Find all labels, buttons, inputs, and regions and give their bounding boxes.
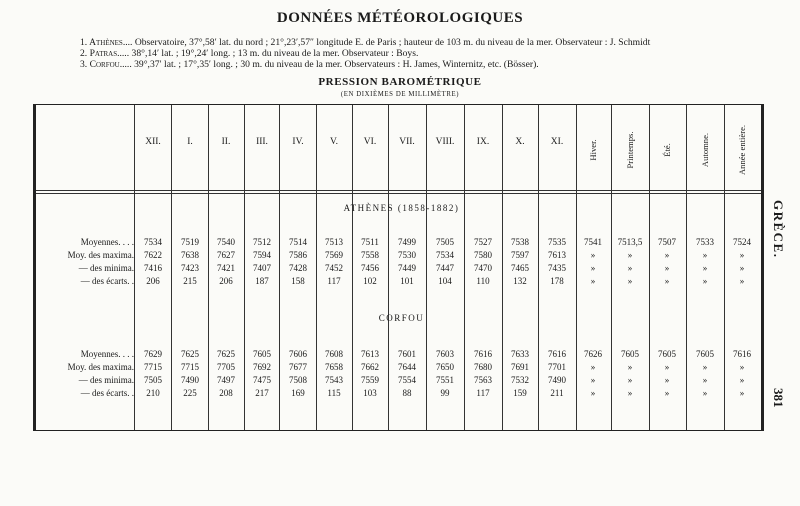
- table-cell: 7605: [253, 349, 271, 359]
- table-cell: 7540: [217, 237, 235, 247]
- table-cell: »: [627, 375, 633, 385]
- table-cell: 169: [291, 388, 305, 398]
- table-cell: 7508: [289, 375, 307, 385]
- table-cell: 7551: [436, 375, 454, 385]
- month-header: VIII.: [435, 137, 455, 147]
- station-label: 2. Patras.....: [80, 48, 130, 59]
- table-cell: 7613: [548, 250, 566, 260]
- month-header: XI.: [550, 137, 564, 147]
- table-cell: 7533: [696, 237, 714, 247]
- table-cell: 7633: [511, 349, 529, 359]
- table-cell: 88: [402, 388, 412, 398]
- table-cell: 7601: [398, 349, 416, 359]
- column-rule: [502, 105, 503, 430]
- table-cell: 101: [400, 276, 414, 286]
- table-cell: 7680: [474, 362, 492, 372]
- table-cell: 225: [183, 388, 197, 398]
- table-cell: 7629: [144, 349, 162, 359]
- station-text: 38°,14′ lat. ; 19°,24′ long. ; 13 m. du niveau de la mer. Observateur : Boys.: [131, 48, 419, 59]
- table-cell: 7644: [398, 362, 416, 372]
- table-cell: 7513: [325, 237, 343, 247]
- season-header: Été.: [662, 143, 672, 157]
- column-rule: [724, 105, 725, 430]
- table-cell: 7605: [621, 349, 639, 359]
- page-number: 381: [771, 388, 786, 408]
- season-header: Hiver.: [588, 139, 598, 161]
- row-label: — des minima.: [78, 375, 134, 385]
- table-cell: 7513,5: [617, 237, 643, 247]
- table-cell: 7626: [584, 349, 602, 359]
- table-cell: 7511: [361, 237, 379, 247]
- table-cell: 7563: [474, 375, 492, 385]
- table-cell: »: [627, 263, 633, 273]
- station-line-athenes: [80, 37, 650, 48]
- table-cell: 117: [476, 388, 490, 398]
- table-cell: 7658: [325, 362, 343, 372]
- table-cell: 7677: [289, 362, 307, 372]
- table-cell: 7705: [217, 362, 235, 372]
- table-cell: 206: [146, 276, 160, 286]
- table-cell: 208: [219, 388, 233, 398]
- table-cell: 7616: [474, 349, 492, 359]
- table-cell: 7524: [733, 237, 751, 247]
- table-cell: 115: [327, 388, 341, 398]
- table-cell: 99: [440, 388, 450, 398]
- table-cell: 7534: [144, 237, 162, 247]
- table-cell: 7532: [511, 375, 529, 385]
- table-cell: 7613: [361, 349, 379, 359]
- table-cell: 7505: [436, 237, 454, 247]
- row-label: — des écarts. .: [80, 388, 134, 398]
- table-cell: 7447: [436, 263, 454, 273]
- table-cell: 7616: [733, 349, 751, 359]
- table-cell: »: [664, 250, 670, 260]
- table-cell: 7580: [474, 250, 492, 260]
- table-cell: 7650: [436, 362, 454, 372]
- table-title: PRESSION BAROMÉTRIQUE: [318, 76, 482, 88]
- table-cell: »: [702, 388, 708, 398]
- page-title: DONNÉES MÉTÉOROLOGIQUES: [276, 10, 524, 26]
- table-cell: 7715: [144, 362, 162, 372]
- table-cell: 7594: [253, 250, 271, 260]
- table-cell: »: [702, 263, 708, 273]
- table-cell: 7435: [548, 263, 566, 273]
- row-label: Moyennes. . . .: [80, 349, 134, 359]
- month-header: VII.: [399, 137, 415, 147]
- month-header: V.: [329, 137, 339, 147]
- table-cell: 158: [291, 276, 305, 286]
- table-cell: 7597: [511, 250, 529, 260]
- table-cell: 7423: [181, 263, 199, 273]
- column-rule: [649, 105, 650, 430]
- table-cell: 7512: [253, 237, 271, 247]
- table-cell: »: [664, 276, 670, 286]
- station-label: 3. Corfou.....: [80, 59, 132, 70]
- month-header: X.: [515, 137, 525, 147]
- table-cell: »: [590, 375, 596, 385]
- table-cell: 7605: [696, 349, 714, 359]
- table-cell: 7603: [436, 349, 454, 359]
- month-header: IX.: [476, 137, 490, 147]
- section-title: CORFOU: [378, 313, 425, 323]
- table-cell: »: [664, 388, 670, 398]
- row-label: Moyennes. . . .: [80, 237, 134, 247]
- table-cell: 7497: [217, 375, 235, 385]
- table-cell: 7692: [253, 362, 271, 372]
- table-cell: 7558: [361, 250, 379, 260]
- table-cell: 187: [255, 276, 269, 286]
- table-cell: 7456: [361, 263, 379, 273]
- season-header: Automne.: [700, 132, 710, 168]
- column-rule: [279, 105, 280, 430]
- table-cell: 110: [476, 276, 490, 286]
- table-cell: 7527: [474, 237, 492, 247]
- table-cell: 7534: [436, 250, 454, 260]
- station-text: Observatoire, 37°,58′ lat. du nord ; 21°,23′,57″ longitude E. de Paris ; hauteur de 103 m. du niveau de la mer. Observateur : J. Schmidt: [134, 37, 651, 48]
- table-cell: 7421: [217, 263, 235, 273]
- table-cell: 103: [363, 388, 377, 398]
- table-cell: 7543: [325, 375, 343, 385]
- table-cell: 7475: [253, 375, 271, 385]
- table-cell: 7569: [325, 250, 343, 260]
- station-line-patras: [80, 48, 418, 59]
- row-label: — des écarts. .: [80, 276, 134, 286]
- table-cell: 7519: [181, 237, 199, 247]
- column-rule: [426, 105, 427, 430]
- table-cell: 7625: [217, 349, 235, 359]
- table-cell: 159: [513, 388, 527, 398]
- table-cell: 7627: [217, 250, 235, 260]
- header-rule-double: [36, 193, 761, 194]
- table-cell: 7407: [253, 263, 271, 273]
- table-cell: 7541: [584, 237, 602, 247]
- table-subtitle: (EN DIXIÈMES DE MILLIMÈTRE): [340, 91, 460, 98]
- header-rule: [36, 190, 761, 191]
- table-cell: »: [739, 375, 745, 385]
- table-cell: 7606: [289, 349, 307, 359]
- column-rule: [244, 105, 245, 430]
- season-header: Année entière.: [737, 124, 747, 176]
- month-header: I.: [187, 137, 193, 147]
- table-cell: 7715: [181, 362, 199, 372]
- month-header: XII.: [145, 137, 161, 147]
- table-cell: 7554: [398, 375, 416, 385]
- month-header: II.: [221, 137, 231, 147]
- table-cell: 7499: [398, 237, 416, 247]
- table-cell: »: [590, 362, 596, 372]
- table-cell: 206: [219, 276, 233, 286]
- table-cell: »: [627, 276, 633, 286]
- table-cell: »: [702, 250, 708, 260]
- row-label: Moy. des maxima.: [67, 362, 134, 372]
- table-cell: 7449: [398, 263, 416, 273]
- column-rule: [352, 105, 353, 430]
- table-cell: »: [627, 388, 633, 398]
- table-cell: 7470: [474, 263, 492, 273]
- table-cell: »: [702, 362, 708, 372]
- table-cell: »: [739, 362, 745, 372]
- table-cell: 7505: [144, 375, 162, 385]
- table-cell: 102: [363, 276, 377, 286]
- table-cell: 7428: [289, 263, 307, 273]
- column-rule: [208, 105, 209, 430]
- row-label: — des minima.: [78, 263, 134, 273]
- table-cell: 217: [255, 388, 269, 398]
- table-cell: »: [702, 276, 708, 286]
- table-cell: 7691: [511, 362, 529, 372]
- column-rule: [538, 105, 539, 430]
- table-cell: 215: [183, 276, 197, 286]
- side-label: GRÈCE.: [771, 200, 786, 259]
- column-rule: [464, 105, 465, 430]
- table-cell: »: [664, 375, 670, 385]
- row-label: Moy. des maxima.: [67, 250, 134, 260]
- table-cell: »: [702, 375, 708, 385]
- table-cell: »: [664, 362, 670, 372]
- table-cell: 7701: [548, 362, 566, 372]
- table-cell: »: [627, 250, 633, 260]
- table-cell: 117: [327, 276, 341, 286]
- table-cell: 7605: [658, 349, 676, 359]
- column-rule: [171, 105, 172, 430]
- table-cell: »: [590, 263, 596, 273]
- month-header: III.: [256, 137, 268, 147]
- station-label: 1. Athènes....: [80, 37, 133, 48]
- table-cell: 7490: [181, 375, 199, 385]
- section-title: ATHÈNES (1858-1882): [343, 203, 460, 213]
- table-cell: »: [590, 388, 596, 398]
- column-rule: [686, 105, 687, 430]
- pressure-table: [33, 104, 764, 431]
- table-cell: »: [664, 263, 670, 273]
- table-cell: »: [739, 263, 745, 273]
- table-cell: 7586: [289, 250, 307, 260]
- column-rule: [134, 105, 135, 430]
- table-cell: 7559: [361, 375, 379, 385]
- station-text: 39°,37′ lat. ; 17°,35′ long. ; 30 m. du niveau de la mer. Observateurs : H. James, Winternitz, etc. (Bösser).: [134, 59, 539, 70]
- table-cell: 104: [438, 276, 452, 286]
- month-header: VI.: [363, 137, 377, 147]
- table-cell: 7616: [548, 349, 566, 359]
- table-cell: 7622: [144, 250, 162, 260]
- table-cell: 132: [513, 276, 527, 286]
- table-cell: 7514: [289, 237, 307, 247]
- table-cell: »: [739, 388, 745, 398]
- table-cell: »: [739, 276, 745, 286]
- column-rule: [611, 105, 612, 430]
- season-header: Printemps.: [625, 131, 635, 169]
- column-rule: [388, 105, 389, 430]
- column-rule: [316, 105, 317, 430]
- table-cell: 7452: [325, 263, 343, 273]
- table-cell: 210: [146, 388, 160, 398]
- table-cell: 7535: [548, 237, 566, 247]
- table-cell: 7538: [511, 237, 529, 247]
- table-cell: 211: [550, 388, 564, 398]
- column-rule: [576, 105, 577, 430]
- table-cell: 7530: [398, 250, 416, 260]
- table-cell: »: [627, 362, 633, 372]
- table-cell: 7490: [548, 375, 566, 385]
- table-cell: 7625: [181, 349, 199, 359]
- table-cell: »: [590, 250, 596, 260]
- table-cell: 7507: [658, 237, 676, 247]
- table-cell: »: [590, 276, 596, 286]
- table-cell: 7638: [181, 250, 199, 260]
- table-cell: 178: [550, 276, 564, 286]
- table-cell: 7465: [511, 263, 529, 273]
- table-cell: 7608: [325, 349, 343, 359]
- table-cell: »: [739, 250, 745, 260]
- month-header: IV.: [292, 137, 304, 147]
- table-cell: 7662: [361, 362, 379, 372]
- station-line-corfou: [80, 59, 539, 70]
- table-cell: 7416: [144, 263, 162, 273]
